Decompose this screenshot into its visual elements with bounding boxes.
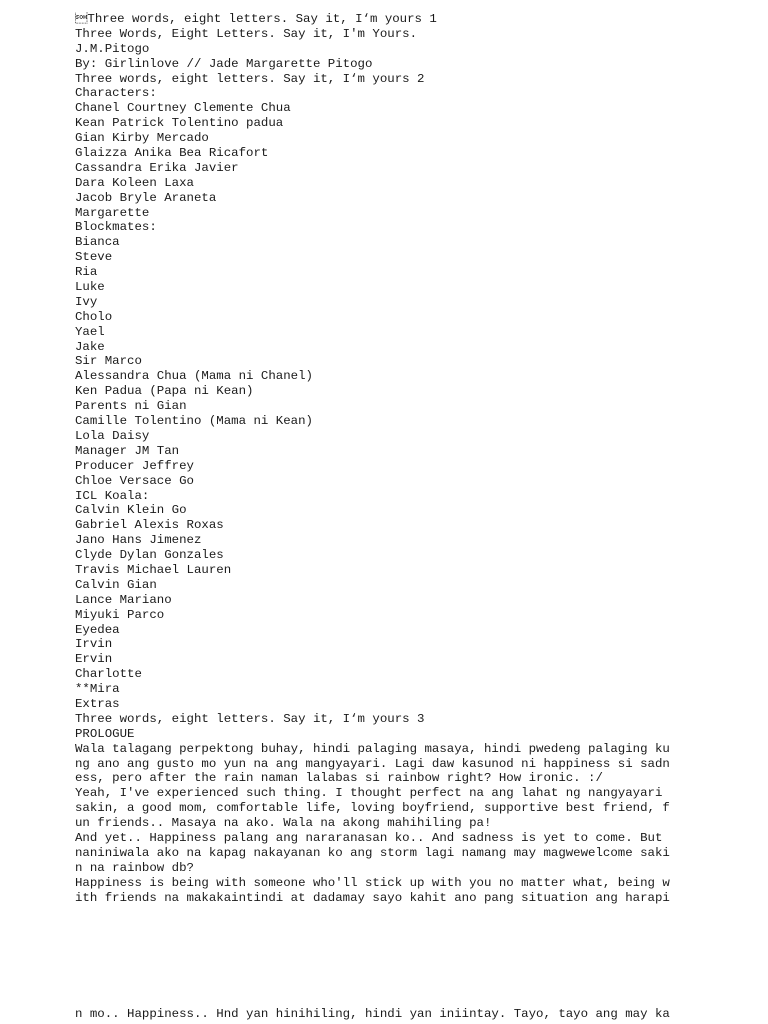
paragraph-line: ng ano ang gusto mo yun na ang mangyayari. Lagi daw kasunod ni happiness si sadn — [75, 756, 670, 771]
character-name: Lance Mariano — [75, 592, 172, 607]
document-title: Three Words, Eight Letters. Say it, I'm Yours. — [75, 26, 418, 41]
paragraph-line: ess, pero after the rain naman lalabas si rainbow right? How ironic. :/ — [75, 771, 603, 786]
character-name: Yael — [75, 324, 105, 339]
character-name: Camille Tolentino (Mama ni Kean) — [75, 414, 313, 429]
paragraph-line: Yeah, I've experienced such thing. I thought perfect na ang lahat ng nangyayari — [75, 786, 663, 801]
paragraph-line: n na rainbow db? — [75, 860, 194, 875]
text-line: Three words, eight letters. Say it, I‘m yours 1 — [75, 12, 437, 26]
character-name: Calvin Gian — [75, 577, 157, 592]
paragraph-line: un friends.. Masaya na ako. Wala na akong mahihiling pa! — [75, 816, 492, 831]
paragraph-line: Happiness is being with someone who'll stick up with you no matter what, being w — [75, 875, 670, 890]
character-name: Ivy — [75, 294, 98, 309]
character-name: Parents ni Gian — [75, 399, 187, 414]
character-name: Irvin — [75, 637, 113, 652]
character-name: Travis Michael Lauren — [75, 562, 232, 577]
character-name: Dara Koleen Laxa — [75, 175, 194, 190]
character-name: Lola Daisy — [75, 428, 150, 443]
character-name: Glaizza Anika Bea Ricafort — [75, 146, 269, 161]
page-header: Three words, eight letters. Say it, I‘m yours 3 — [75, 711, 425, 726]
document-body — [75, 12, 755, 905]
character-name: Cholo — [75, 309, 113, 324]
chapter-heading: PROLOGUE — [75, 726, 135, 741]
paragraph-line: ith friends na makakaintindi at dadamay sayo kahit ano pang situation ang harapi — [75, 890, 670, 905]
character-name: Ervin — [75, 652, 113, 667]
paragraph-line: sakin, a good mom, comfortable life, loving boyfriend, supportive best friend, f — [75, 801, 670, 816]
character-name: Clyde Dylan Gonzales — [75, 548, 224, 563]
character-name: Eyedea — [75, 622, 120, 637]
character-name: Miyuki Parco — [75, 607, 165, 622]
author-short: J.M.Pitogo — [75, 41, 150, 56]
character-name: Manager JM Tan — [75, 443, 180, 458]
section-heading: Extras — [75, 696, 120, 711]
character-name: Chanel Courtney Clemente Chua — [75, 101, 291, 116]
section-heading: Blockmates: — [75, 220, 157, 235]
character-name: Jano Hans Jimenez — [75, 533, 202, 548]
character-name: Charlotte — [75, 667, 142, 682]
character-name: **Mira — [75, 682, 120, 697]
character-name: Cassandra Erika Javier — [75, 160, 239, 175]
character-name: Luke — [75, 280, 105, 295]
character-name: Jake — [75, 339, 105, 354]
page-header: Three words, eight letters. Say it, I‘m yours 2 — [75, 71, 425, 86]
character-name: Kean Patrick Tolentino padua — [75, 116, 284, 131]
character-name: Gabriel Alexis Roxas — [75, 518, 224, 533]
character-name: Alessandra Chua (Mama ni Chanel) — [75, 369, 313, 384]
character-name: Chloe Versace Go — [75, 473, 194, 488]
paragraph-line: And yet.. Happiness palang ang nararanasan ko.. And sadness is yet to come. But — [75, 830, 663, 845]
paragraph-line: Wala talagang perpektong buhay, hindi palaging masaya, hindi pwedeng palaging ku — [75, 741, 670, 756]
character-name: Ria — [75, 265, 98, 280]
character-name: Steve — [75, 250, 113, 265]
author-byline: By: Girlinlove // Jade Margarette Pitogo — [75, 56, 373, 71]
character-name: Ken Padua (Papa ni Kean) — [75, 384, 254, 399]
character-name: Bianca — [75, 235, 120, 250]
character-name: Calvin Klein Go — [75, 503, 187, 518]
character-name: Jacob Bryle Araneta — [75, 190, 217, 205]
paragraph-line-bottom: n mo.. Happiness.. Hnd yan hinihiling, hindi yan iniintay. Tayo, tayo ang may ka — [75, 1007, 670, 1021]
section-heading: ICL Koala: — [75, 488, 150, 503]
character-name: Producer Jeffrey — [75, 458, 194, 473]
section-heading: Characters: — [75, 86, 157, 101]
character-name: Sir Marco — [75, 354, 142, 369]
character-name: Margarette — [75, 205, 150, 220]
character-name: Gian Kirby Mercado — [75, 131, 209, 146]
paragraph-line: naniniwala ako na kapag nakayanan ko ang storm lagi namang may magwewelcome saki — [75, 845, 670, 860]
